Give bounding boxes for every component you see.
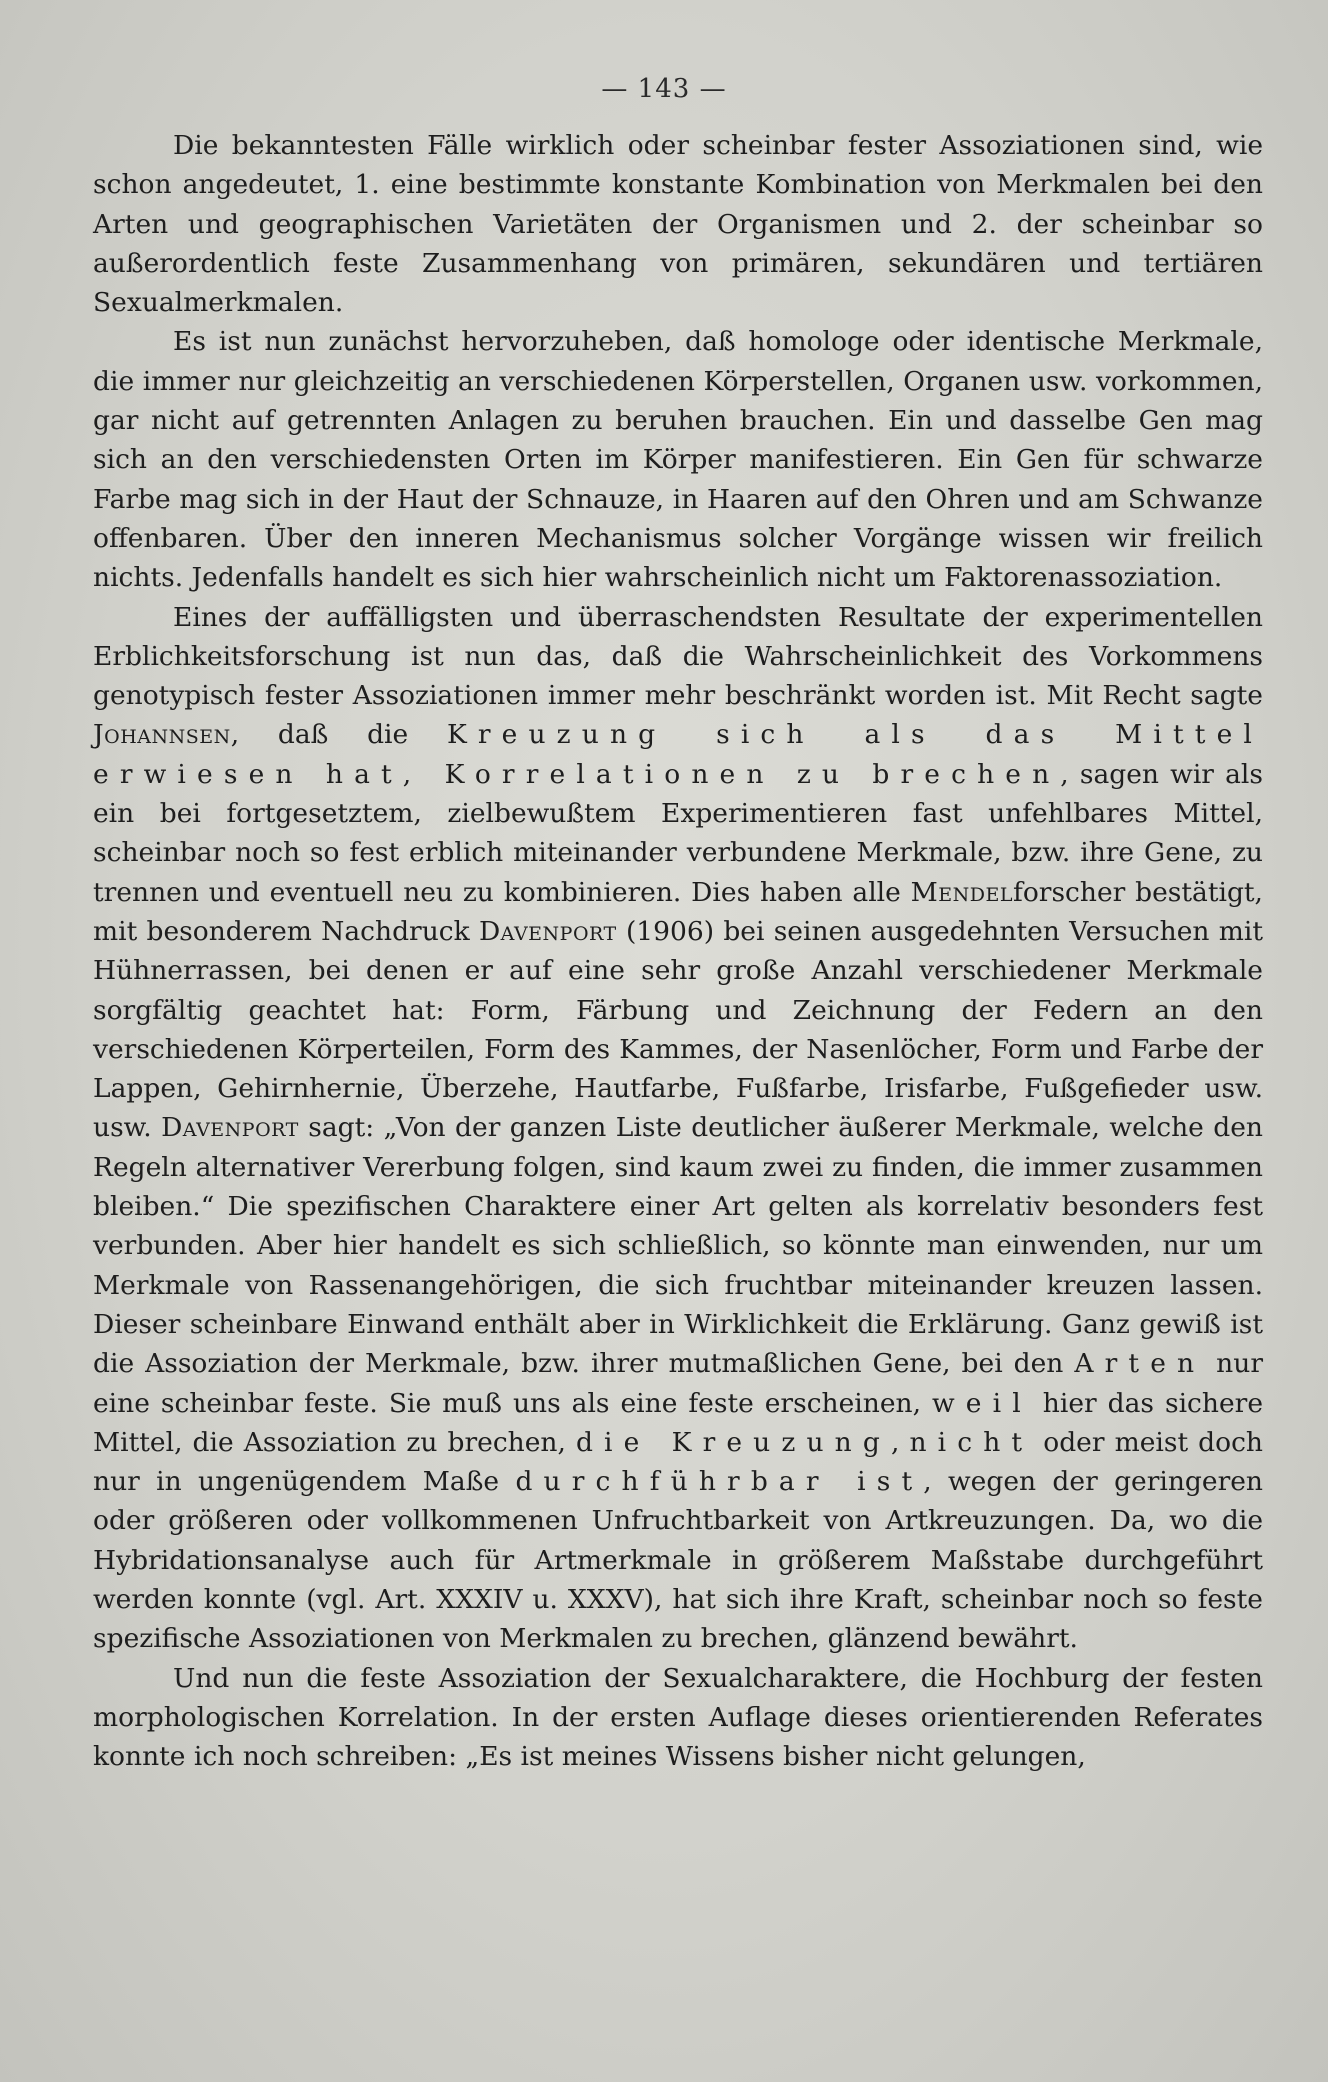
paragraph xyxy=(93,598,1263,1659)
text-run: Und nun die feste Assoziation der Sexualcharaktere, die Hochburg der festen morphologischen Korrelation. In der ersten Auflage dieses orientierenden Referates konnte ich noch schreiben: „Es ist meines Wissens bisher nicht gelungen, xyxy=(93,1662,1263,1773)
text-run: Es ist nun zunächst hervorzuheben, daß homologe oder identische Merkmale, die immer nur gleichzeitig an verschiedenen Körperstellen, Organen usw. vorkommen, gar nicht auf getrennten Anlagen zu beruhen brauchen. Ein und dasselbe Gen mag sich an den verschiedensten Orten im Körper manifestieren. Ein Gen für schwarze Farbe mag sich in der Haut der Schnauze, in Haaren auf den Ohren und am Schwanze offenbaren. Über den inneren Mechanismus solcher Vorgänge wissen wir freilich nichts. Jedenfalls handelt es sich hier wahrscheinlich nicht um Faktorenassoziation. xyxy=(93,326,1263,594)
small-caps-name: Davenport xyxy=(161,1112,299,1144)
spaced-emphasis: die Kreuzung xyxy=(575,1426,891,1458)
paragraph xyxy=(93,1659,1263,1777)
page-number: — 143 — xyxy=(601,74,727,104)
spaced-emphasis: Kreuzung sich als das Mittel erwiesen hat, Korrelationen zu brechen xyxy=(93,719,1264,790)
paragraph xyxy=(93,126,1263,322)
spaced-emphasis: nicht xyxy=(909,1426,1034,1458)
text-run: , xyxy=(890,1426,910,1458)
text-run: nur eine scheinbar feste. Sie muß uns als eine feste erscheinen, xyxy=(93,1348,1263,1419)
text-run: (1906) bei seinen ausgedehnten Versuchen mit Hühnerrassen, bei denen er auf eine sehr große Anzahl verschiedener Merkmale sorgfältig geachtet hat: Form, Färbung und Zeichnung der Federn an den verschiedenen Körperteilen, Form des Kammes, der Nasenlöcher, Form und Farbe der Lappen, Gehirnhernie, Überzehe, Hautfarbe, Fußfarbe, Irisfarbe, Fußgefieder usw. usw. xyxy=(93,915,1263,1144)
body-text xyxy=(93,126,1263,1776)
text-run: hier das sichere Mittel, die Assoziation zu brechen, xyxy=(93,1387,1263,1458)
text-run: Die bekanntesten Fälle wirklich oder scheinbar fester Assoziationen sind, wie schon angedeutet, 1. eine bestimmte konstante Kombination von Merkmalen bei den Arten und geographischen Varietäten der Organismen und 2. der scheinbar so außerordentlich feste Zusammenhang von primären, sekundären und tertiären Sexualmerkmalen. xyxy=(93,130,1263,319)
text-run: oder meist doch nur in ungenügendem Maße xyxy=(93,1426,1263,1498)
spaced-emphasis: Arten xyxy=(1074,1348,1206,1380)
text-run: , wegen der geringeren oder größeren oder vollkommenen Unfruchtbarkeit von Artkreuzungen. Da, wo die Hybridationsanalyse auch für Artmerkmale in größerem Maßstabe durchgeführt werden konnte (vgl. Art. XXXIV u. XXXV), hat sich ihre Kraft, scheinbar noch so feste spezifische Assoziationen von Merkmalen zu brechen, glänzend bewährt. xyxy=(93,1466,1263,1655)
paragraph xyxy=(93,322,1263,597)
text-run: , sagen wir als ein bei fortgesetztem, zielbewußtem Experimentieren fast unfehlbares Mittel, scheinbar noch so fest erblich miteinander verbundene Merkmale, bzw. ihre Gene, zu trennen und eventuell neu zu kombinieren. Dies haben alle xyxy=(93,758,1263,908)
text-run: , daß die xyxy=(230,719,447,751)
text-run: Eines der auffälligsten und überraschendsten Resultate der experimentellen Erblichkeitsforschung ist nun das, daß die Wahrscheinlichkeit des Vorkommens genotypisch fester Assoziationen immer mehr beschränkt worden ist. Mit Recht sagte xyxy=(93,601,1263,712)
small-caps-name: Davenport xyxy=(478,915,617,947)
spaced-emphasis: durchführbar ist xyxy=(515,1466,924,1498)
spaced-emphasis: weil xyxy=(931,1387,1032,1419)
text-run: forscher bestätigt, mit besonderem Nachdruck xyxy=(93,876,1263,947)
small-caps-name: Johannsen xyxy=(93,719,231,751)
small-caps-name: Mendel xyxy=(910,876,1014,908)
text-run: sagt: „Von der ganzen Liste deutlicher äußerer Merkmale, welche den Regeln alternativer Vererbung folgen, sind kaum zwei zu finden, die immer zusammen bleiben.“ Die spezifischen Charaktere einer Art gelten als korrelativ besonders fest verbunden. Aber hier handelt es sich schließlich, so könnte man einwenden, nur um Merkmale von Rassenangehörigen, die sich fruchtbar miteinander kreuzen lassen. Dieser scheinbare Einwand enthält aber in Wirklichkeit die Erklärung. Ganz gewiß ist die Assoziation der Merkmale, bzw. ihrer mutmaßlichen Gene, bei den xyxy=(93,1112,1263,1380)
